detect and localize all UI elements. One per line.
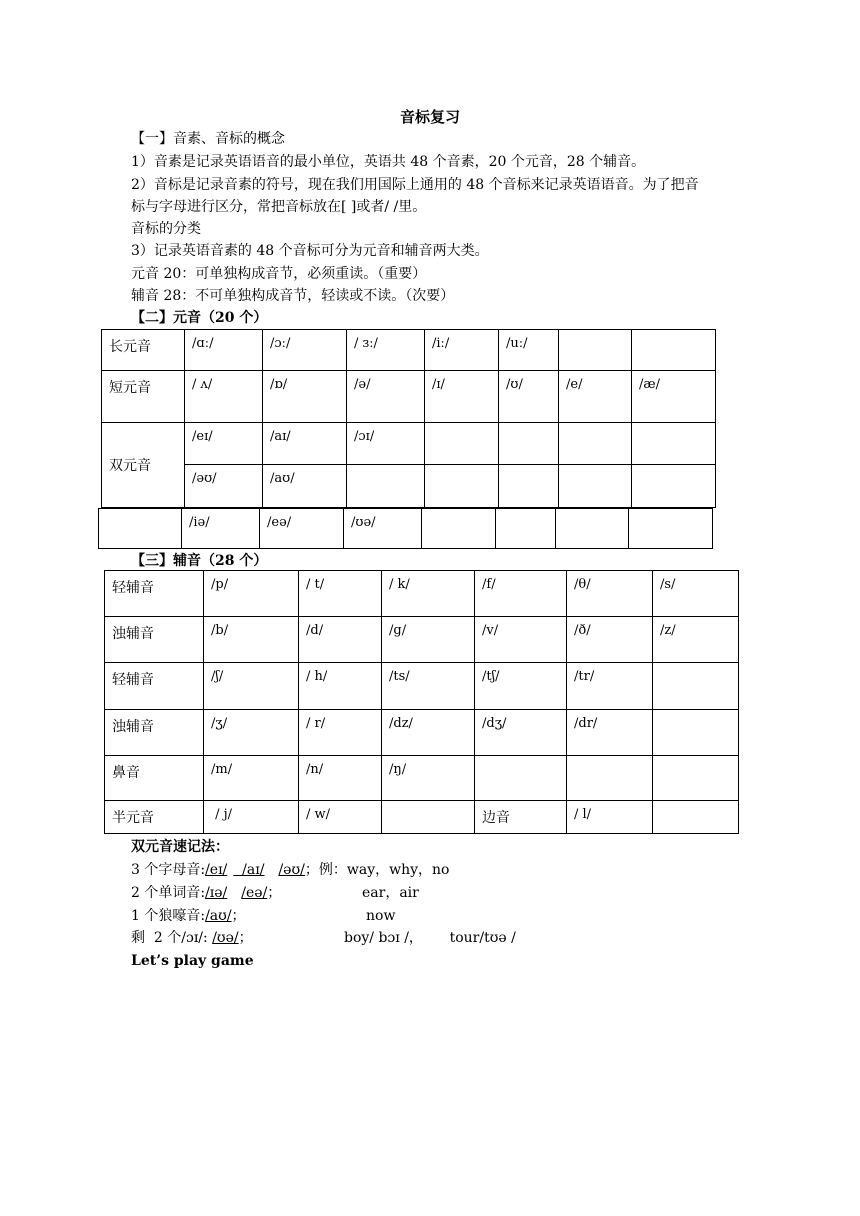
row-label: 鼻音 <box>105 756 204 801</box>
consonant-row <box>105 710 739 756</box>
paragraph-2b: 标与字母进行区分，常把音标放在[ ]或者/ /里。 <box>131 199 427 215</box>
consonant-cell: /ʒ/ <box>204 710 299 756</box>
paragraph-2a: 2）音标是记录音素的符号，现在我们用国际上通用的 48 个音标来记录英语语音。为了把音 <box>131 177 699 193</box>
consonant-cell: / w/ <box>299 801 382 834</box>
consonant-cell <box>567 756 653 801</box>
paragraph-3: 音标的分类 <box>131 221 201 237</box>
consonant-cell: /v/ <box>475 617 567 663</box>
consonant-cell: /s/ <box>653 571 739 617</box>
memo-example-2: ear，air <box>362 885 419 901</box>
consonant-cell: /tʃ/ <box>475 663 567 710</box>
phonetic-underlined: /əʊ/ <box>278 862 305 878</box>
paragraph-6: 辅音 28：不可单独构成音节，轻读或不读。（次要） <box>131 288 455 304</box>
memo-line-1 <box>131 860 449 880</box>
row-label: 轻辅音 <box>105 663 204 710</box>
vowel-cell <box>559 423 632 465</box>
paragraph-4: 3）记录英语音素的 48 个音标可分为元音和辅音两大类。 <box>131 243 489 259</box>
vowel-cell: /ʊ/ <box>499 371 559 423</box>
memo-line-3 <box>131 906 246 926</box>
vowel-cell <box>99 509 182 549</box>
vowel-cell <box>629 509 713 549</box>
short-vowel-row <box>102 371 716 423</box>
memo-text: 剩 2 个/ɔɪ/: <box>131 930 213 946</box>
phonetic-underlined: /ɪə/ <box>205 885 228 901</box>
consonant-row <box>105 756 739 801</box>
phonetic-underlined: /eɪ/ <box>205 862 228 878</box>
vowel-cell: /aɪ/ <box>263 423 347 465</box>
vowel-cell: / ɜː/ <box>347 330 425 371</box>
vowel-cell: /ɔː/ <box>263 330 347 371</box>
game-title: Let’s play game <box>131 953 254 969</box>
consonant-cell: / t/ <box>299 571 382 617</box>
diphthong-row-1 <box>102 423 716 465</box>
consonant-cell: /ts/ <box>382 663 475 710</box>
consonant-cell <box>475 756 567 801</box>
row-label: 浊辅音 <box>105 710 204 756</box>
consonant-cell: /d/ <box>299 617 382 663</box>
vowel-cell: / ʌ/ <box>185 371 263 423</box>
consonant-cell: /dz/ <box>382 710 475 756</box>
phonetic-underlined: /eə/ <box>241 885 268 901</box>
consonant-cell: /p/ <box>204 571 299 617</box>
vowel-cell: /ɑː/ <box>185 330 263 371</box>
vowel-cell: /eɪ/ <box>185 423 263 465</box>
consonant-cell: /f/ <box>475 571 567 617</box>
consonant-cell: /m/ <box>204 756 299 801</box>
memo-example-4: boy/ bɔɪ /， tour/tʊə / <box>344 930 516 946</box>
section2-heading: 【二】元音（20 个） <box>131 310 268 326</box>
vowel-cell: /ɔɪ/ <box>347 423 425 465</box>
consonant-cell <box>653 710 739 756</box>
consonant-cell: /dr/ <box>567 710 653 756</box>
consonant-cell: /ð/ <box>567 617 653 663</box>
consonant-cell: /n/ <box>299 756 382 801</box>
consonant-cell: /g/ <box>382 617 475 663</box>
diphthong-row-3 <box>99 509 713 549</box>
consonant-cell <box>653 756 739 801</box>
memo-line-2 <box>131 883 281 903</box>
page-title: 音标复习 <box>399 108 460 126</box>
vowel-cell <box>559 465 632 508</box>
memo-heading: 双元音速记法： <box>131 839 229 855</box>
vowel-cell: /əʊ/ <box>185 465 263 508</box>
memo-text: 3 个字母音: <box>131 862 206 878</box>
vowel-cell: /ə/ <box>347 371 425 423</box>
vowel-cell <box>559 330 632 371</box>
row-label: 长元音 <box>102 330 185 371</box>
memo-text: 2 个单词音: <box>131 885 206 901</box>
consonant-cell: / k/ <box>382 571 475 617</box>
vowel-cell: /ɪ/ <box>425 371 499 423</box>
memo-line-4 <box>131 928 253 948</box>
consonant-cell: / h/ <box>299 663 382 710</box>
memo-text: ； <box>267 885 282 901</box>
consonant-cell <box>382 801 475 834</box>
vowel-cell <box>499 465 559 508</box>
section1-heading: 【一】音素、音标的概念 <box>131 131 285 147</box>
paragraph-5: 元音 20：可单独构成音节，必须重读。（重要） <box>131 266 427 282</box>
consonant-cell: /ʃ/ <box>204 663 299 710</box>
vowel-cell: /ɒ/ <box>263 371 347 423</box>
phonetic-underlined: /ʊə/ <box>212 930 239 946</box>
consonant-cell: / j/ <box>204 801 299 834</box>
memo-text: ； <box>238 930 253 946</box>
vowel-cell <box>632 465 716 508</box>
consonant-row <box>105 663 739 710</box>
vowel-cell: /uː/ <box>499 330 559 371</box>
vowel-cell <box>347 465 425 508</box>
vowel-cell <box>425 423 499 465</box>
vowel-cell <box>632 423 716 465</box>
vowel-cell <box>556 509 629 549</box>
long-vowel-row <box>102 330 716 371</box>
vowel-cell: /e/ <box>559 371 632 423</box>
consonant-row <box>105 801 739 834</box>
phonetic-underlined: /aɪ/ <box>233 862 265 878</box>
vowel-cell <box>422 509 496 549</box>
vowel-cell: /eə/ <box>260 509 344 549</box>
memo-text: ； <box>231 908 246 924</box>
consonant-cell: / r/ <box>299 710 382 756</box>
consonant-cell: /dʒ/ <box>475 710 567 756</box>
row-label: 浊辅音 <box>105 617 204 663</box>
memo-text: ；例：way，why，no <box>304 862 450 878</box>
paragraph-1: 1）音素是记录英语语音的最小单位，英语共 48 个音素，20 个元音，28 个辅音。 <box>131 154 646 170</box>
consonant-row <box>105 617 739 663</box>
vowel-cell: /æ/ <box>632 371 716 423</box>
vowel-cell: /ʊə/ <box>344 509 422 549</box>
consonant-cell <box>653 801 739 834</box>
vowel-cell <box>496 509 556 549</box>
consonant-cell: /θ/ <box>567 571 653 617</box>
consonant-cell: / l/ <box>567 801 653 834</box>
consonant-cell: /z/ <box>653 617 739 663</box>
row-label: 轻辅音 <box>105 571 204 617</box>
section3-heading: 【三】辅音（28 个） <box>131 553 268 569</box>
consonant-cell <box>653 663 739 710</box>
vowel-cell <box>425 465 499 508</box>
row-label: 半元音 <box>105 801 204 834</box>
row-label: 双元音 <box>102 423 185 508</box>
phonetic-underlined: /aʊ/ <box>205 908 232 924</box>
consonant-row <box>105 571 739 617</box>
diphthong-extra-table <box>98 508 713 549</box>
row-label: 短元音 <box>102 371 185 423</box>
consonant-cell: /b/ <box>204 617 299 663</box>
vowel-cell: /aʊ/ <box>263 465 347 508</box>
consonant-cell: /ŋ/ <box>382 756 475 801</box>
row-label: 边音 <box>475 801 567 834</box>
vowel-table <box>101 329 716 508</box>
diphthong-row-2 <box>102 465 716 508</box>
consonant-cell: /tr/ <box>567 663 653 710</box>
vowel-cell <box>499 423 559 465</box>
vowel-cell: /iː/ <box>425 330 499 371</box>
consonant-table <box>104 570 739 834</box>
memo-text: 1 个狼嚎音: <box>131 908 206 924</box>
vowel-cell: /iə/ <box>182 509 260 549</box>
vowel-cell <box>632 330 716 371</box>
memo-example-3: now <box>366 908 396 924</box>
